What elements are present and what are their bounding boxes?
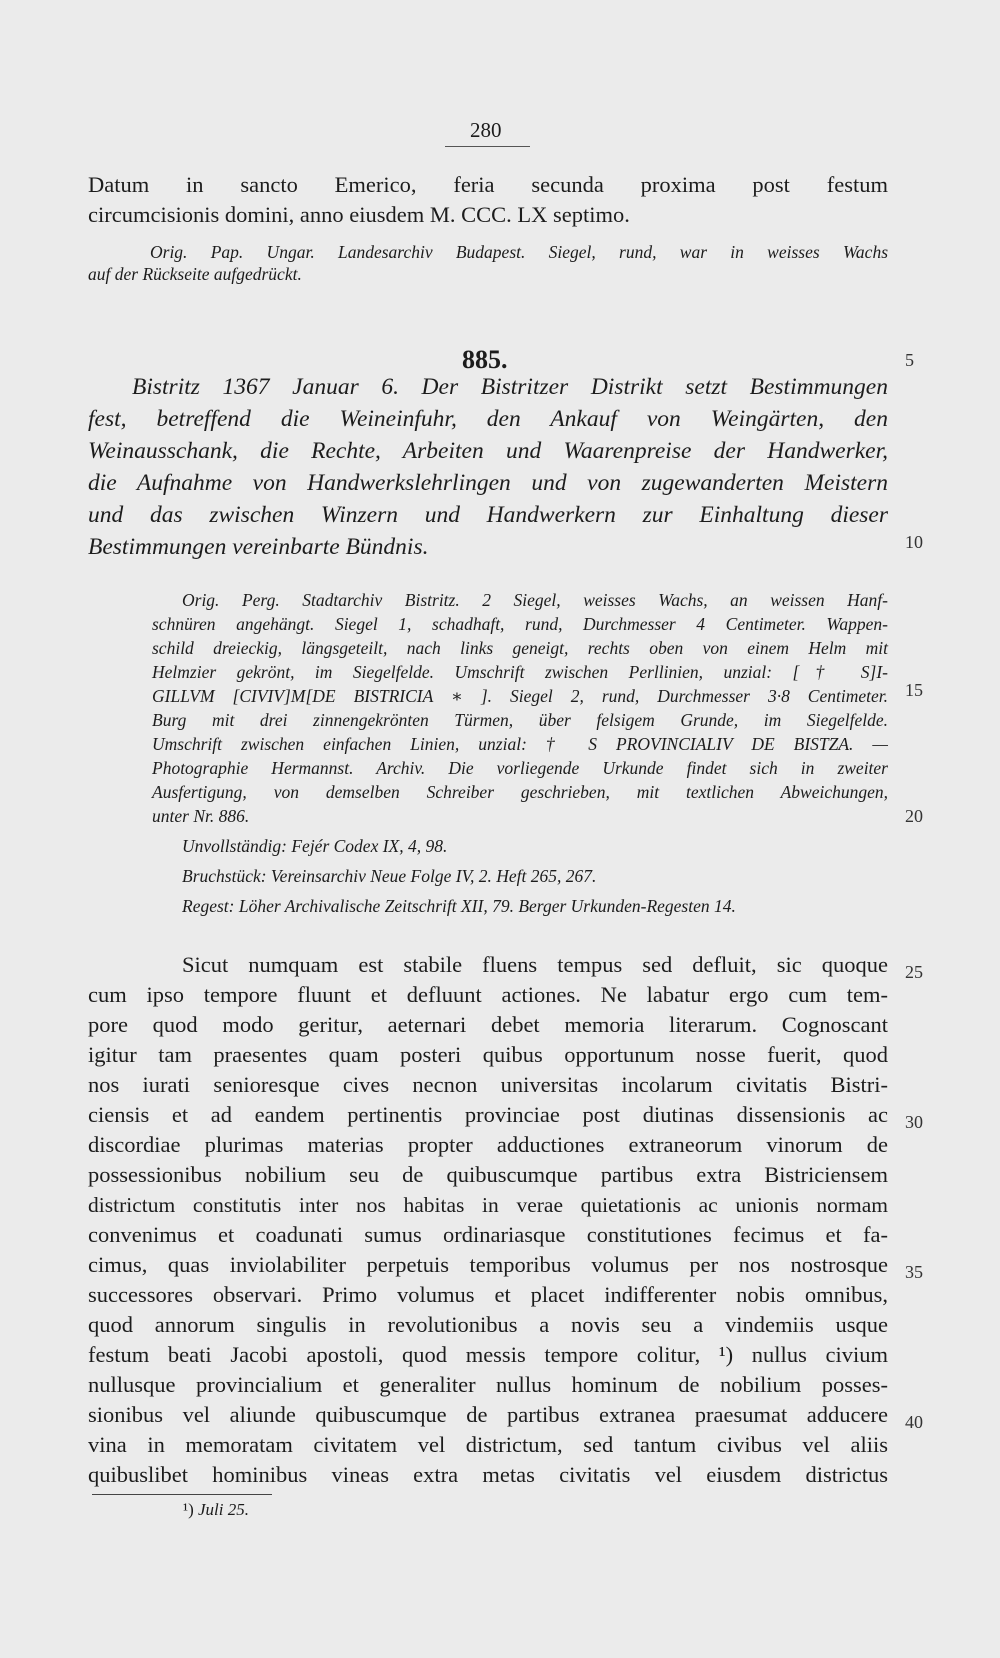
body-line: cum ipso tempore fluunt et defluunt actiones. Ne labatur ergo cum tem- <box>88 982 888 1007</box>
page-number: 280 <box>470 118 502 142</box>
note-line: Orig. Perg. Stadtarchiv Bistritz. 2 Siegel, weisses Wachs, an weissen Hanf- <box>182 590 888 610</box>
margin-line-number: 35 <box>905 1262 923 1282</box>
heading-line: fest, betreffend die Weineinfuhr, den Ankauf von Weingärten, den <box>88 406 888 432</box>
note-line: Burg mit drei zinnengekrönten Türmen, über felsigem Grunde, im Siegelfelde. <box>152 710 888 730</box>
note-line: Ausfertigung, von demselben Schreiber geschrieben, mit textlichen Abweichungen, <box>152 782 888 802</box>
intro-line-text: circumcisionis domini, anno eiusdem M. CCC. LX septimo. <box>88 202 630 227</box>
page-number-rule <box>445 146 530 147</box>
body-line: cimus, quas inviolabiliter perpetuis temporibus volumus per nos nostrosque <box>88 1252 888 1277</box>
footnote <box>183 1500 249 1520</box>
heading-line: Weinausschank, die Rechte, Arbeiten und Waarenpreise der Handwerker, <box>88 438 888 464</box>
footnote-rule <box>92 1494 272 1495</box>
body-line: festum beati Jacobi apostoli, quod messis tempore colitur, ¹) nullus civium <box>88 1342 888 1367</box>
note-line: unter Nr. 886. <box>152 806 250 826</box>
intro-source-line: auf der Rückseite aufgedrückt. <box>88 264 302 284</box>
document-number: 885. <box>462 345 508 374</box>
body-line: igitur tam praesentes quam posteri quibus opportunum nosse fuerit, quod <box>88 1042 888 1067</box>
intro-line <box>88 200 888 230</box>
body-line: quod annorum singulis in revolutionibus a novis seu a vindemiis usque <box>88 1312 888 1337</box>
intro-source-line: Orig. Pap. Ungar. Landesarchiv Budapest. Siegel, rund, war in weisses Wachs <box>150 242 888 262</box>
margin-line-number: 40 <box>905 1412 923 1432</box>
reference-line: Bruchstück: Vereinsarchiv Neue Folge IV, 2. Heft 265, 267. <box>182 866 597 886</box>
body-line: nullusque provincialium et generaliter nullus hominum de nobilium posses- <box>88 1372 888 1397</box>
body-line: sionibus vel aliunde quibuscumque de partibus extranea praesumat adducere <box>88 1402 888 1427</box>
margin-line-number: 20 <box>905 806 923 826</box>
footnote-mark: ¹) <box>183 1500 194 1519</box>
reference-line: Regest: Löher Archivalische Zeitschrift XII, 79. Berger Urkunden-Regesten 14. <box>182 896 736 916</box>
body-line: pore quod modo geritur, aeternari debet memoria literarum. Cognoscant <box>88 1012 888 1037</box>
body-line: nos iurati senioresque cives necnon universitas incolarum civitatis Bistri- <box>88 1072 888 1097</box>
margin-line-number: 30 <box>905 1112 923 1132</box>
heading-line: und das zwischen Winzern und Handwerkern zur Einhaltung dieser <box>88 502 888 528</box>
body-line: Sicut numquam est stabile fluens tempus sed defluit, sic quoque <box>182 952 888 977</box>
heading-line: die Aufnahme von Handwerkslehrlingen und von zugewanderten Meistern <box>88 470 888 496</box>
body-line: discordiae plurimas materias propter adductiones extraneorum vinorum de <box>88 1132 888 1157</box>
body-line: quibuslibet hominibus vineas extra metas civitatis vel eiusdem districtus <box>88 1462 888 1487</box>
margin-line-number: 15 <box>905 680 923 700</box>
note-line: Photographie Hermannst. Archiv. Die vorliegende Urkunde findet sich in zweiter <box>152 758 888 778</box>
margin-line-number: 10 <box>905 532 923 552</box>
body-line: possessionibus nobilium seu de quibuscumque partibus extra Bistriciensem <box>88 1162 888 1187</box>
body-line: districtum constitutis inter nos habitas in verae quietationis ac unionis normam <box>88 1193 888 1217</box>
note-line: schild dreieckig, längsgeteilt, nach links geneigt, rechts oben von einem Helm mit <box>152 638 888 658</box>
margin-line-number: 25 <box>905 962 923 982</box>
footnote-text: Juli 25. <box>198 1500 250 1519</box>
body-line: vina in memoratam civitatem vel districtum, sed tantum civibus vel aliis <box>88 1432 888 1457</box>
heading-line: Bistritz 1367 Januar 6. Der Bistritzer Distrikt setzt Bestimmungen <box>132 374 888 400</box>
note-line: Umschrift zwischen einfachen Linien, unzial: † S PROVINCIALIV DE BISTZA. — <box>152 734 888 754</box>
body-line: successores observari. Primo volumus et placet indifferenter nobis omnibus, <box>88 1282 888 1307</box>
intro-line: Datum in sancto Emerico, feria secunda proxima post festum <box>88 172 888 197</box>
note-line: Helmzier gekrönt, im Siegelfelde. Umschrift zwischen Perllinien, unzial: [† S]I- <box>152 662 888 682</box>
note-line: GILLVM [CIVIV]M[DE BISTRICIA ∗ ]. Siegel 2, rund, Durchmesser 3·8 Centimeter. <box>152 686 888 706</box>
body-line: convenimus et coadunati sumus ordinariasque constitutiones fecimus et fa- <box>88 1222 888 1247</box>
note-line: schnüren angehängt. Siegel 1, schadhaft, rund, Durchmesser 4 Centimeter. Wappen- <box>152 614 888 634</box>
body-line: ciensis et ad eandem pertinentis provinciae post diutinas dissensionis ac <box>88 1102 888 1127</box>
heading-line: Bestimmungen vereinbarte Bündnis. <box>88 534 429 560</box>
margin-line-number: 5 <box>905 350 914 370</box>
reference-line: Unvollständig: Fejér Codex IX, 4, 98. <box>182 836 448 856</box>
